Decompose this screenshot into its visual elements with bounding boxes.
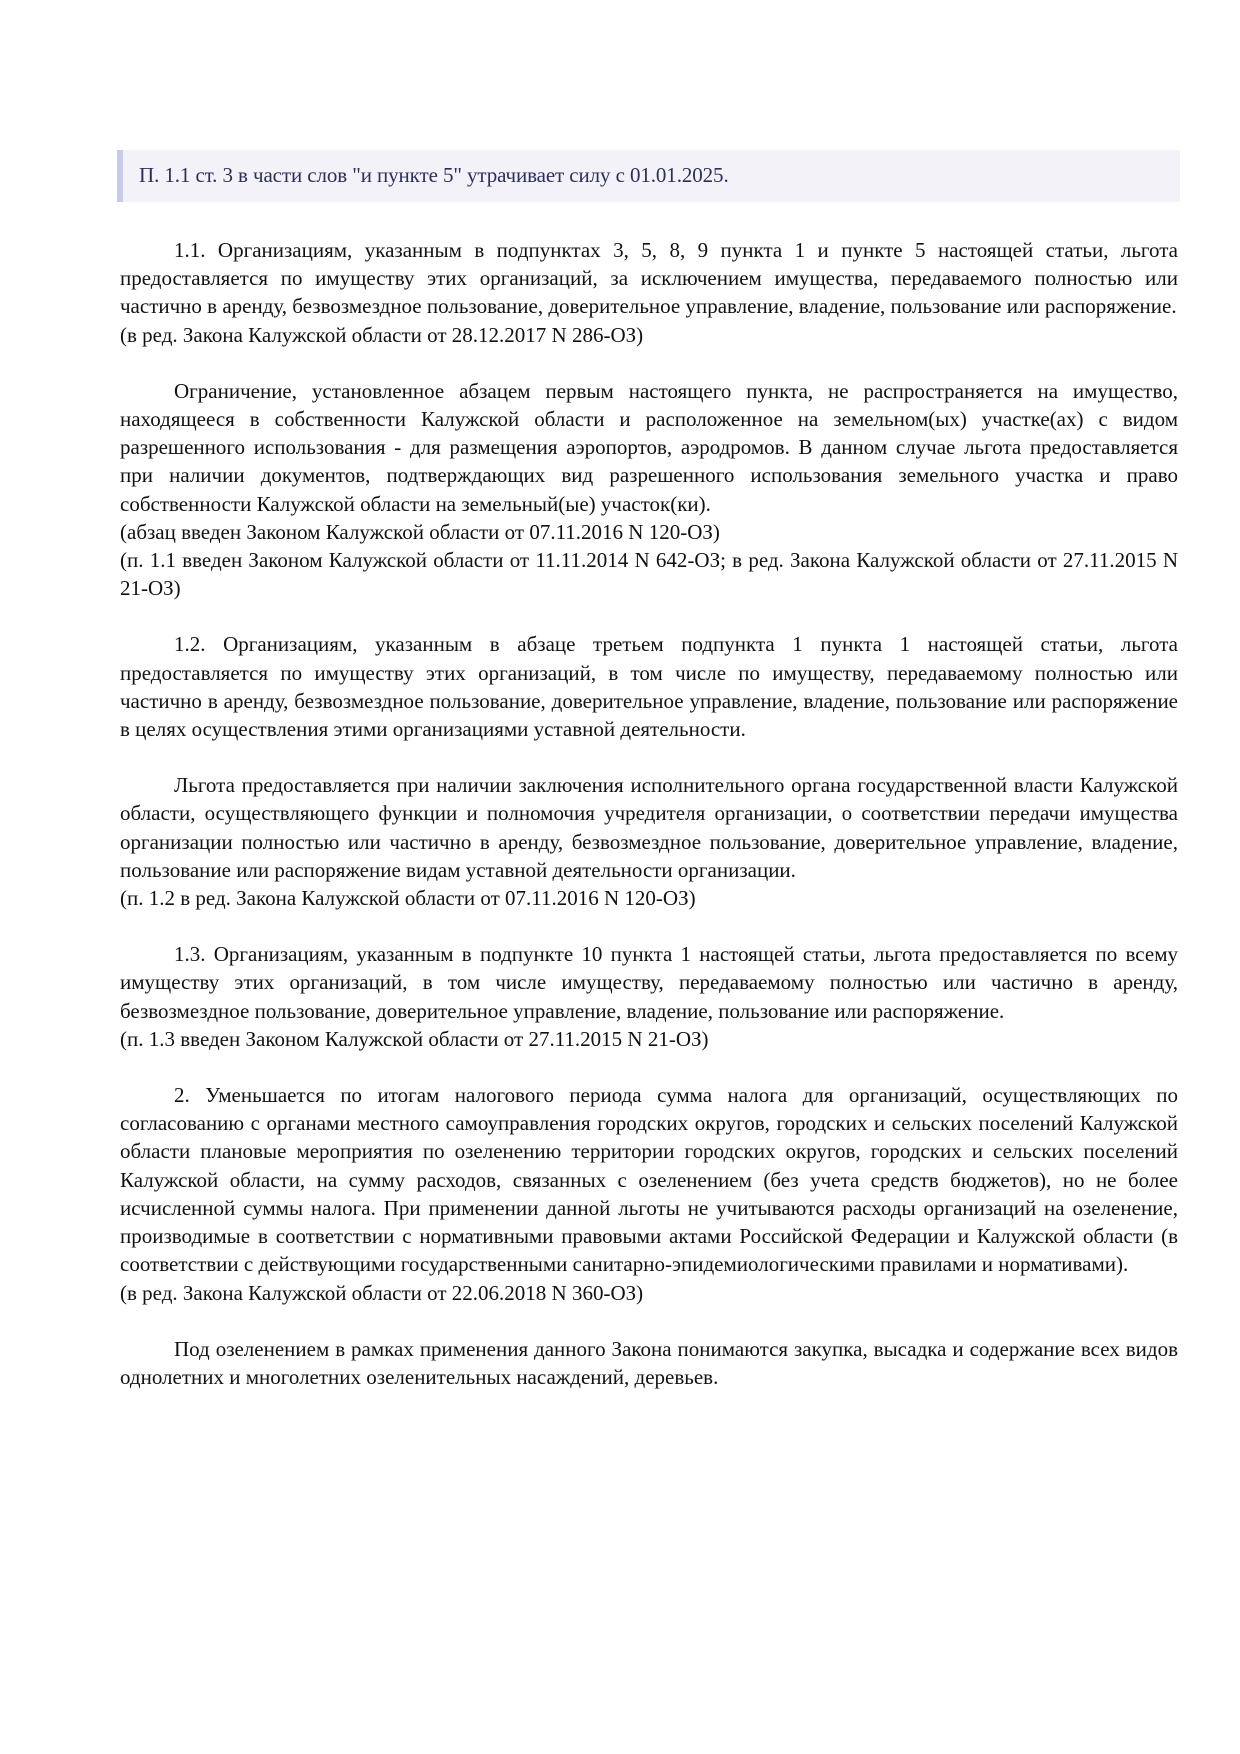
paragraph-2: 2. Уменьшается по итогам налогового периода сумма налога для организаций, осуществляющих по согласованию с органами местного самоуправления городских округов, городских и сельских поселений Калужской области плановые мероприятия по озеленению территории городских округов, городских и сельских поселений Калужской области, на сумму расходов, связанных с озеленением (без учета средств бюджетов), но не более исчисленной суммы налога. При применении данной льготы не учитываются расходы организаций на озеленение, производимые в соответствии с нормативными правовыми актами Российской Федерации и Калужской области (в соответствии с действующими государственными санитарно-эпидемиологическими правилами и нормативами). — [120, 1083, 1178, 1277]
revision-note-box — [117, 150, 1180, 202]
paragraph-2-greening-definition: Под озеленением в рамках применения данного Закона понимаются закупка, высадка и содержание всех видов однолетних и многолетних озеленительных насаждений, деревьев. — [120, 1336, 1178, 1389]
amendment-reference: (в ред. Закона Калужской области от 22.06.2018 N 360-ОЗ) — [120, 1280, 644, 1305]
amendment-reference: (п. 1.3 введен Законом Калужской области от 27.11.2015 N 21-ОЗ) — [120, 1026, 709, 1051]
paragraph-spacer — [120, 743, 1178, 771]
block-2 — [120, 1081, 1178, 1307]
amendment-reference: (абзац введен Законом Калужской области от 07.11.2016 N 120-ОЗ) — [120, 519, 720, 544]
revision-note-text: П. 1.1 ст. 3 в части слов "и пункте 5" утрачивает силу с 01.01.2025. — [139, 163, 729, 187]
paragraph-1-1: 1.1. Организациям, указанным в подпунктах 3, 5, 8, 9 пункта 1 и пункте 5 настоящей статьи, льгота предоставляется по имуществу этих организаций, за исключением имущества, передаваемого полностью или частично в аренду, безвозмездное пользование, доверительное управление, владение, пользование или распоряжение. — [120, 238, 1178, 319]
block-1-1-exception — [120, 377, 1178, 603]
paragraph-spacer — [120, 912, 1178, 940]
paragraph-spacer — [120, 349, 1178, 377]
block-1-3 — [120, 940, 1178, 1053]
block-1-2 — [120, 630, 1178, 743]
paragraph-spacer — [120, 602, 1178, 630]
paragraph-1-2-condition: Льгота предоставляется при наличии заключения исполнительного органа государственной власти Калужской области, осуществляющего функции и полномочия учредителя организации, о соответствии передачи имущества организации полностью или частично в аренду, безвозмездное пользование, доверительное управление, владение, пользование или распоряжение видам уставной деятельности организации. — [120, 773, 1178, 882]
block-1-1 — [120, 236, 1178, 349]
block-1-2-condition — [120, 771, 1178, 912]
amendment-reference: (в ред. Закона Калужской области от 28.12.2017 N 286-ОЗ) — [120, 322, 644, 347]
amendment-reference: (п. 1.2 в ред. Закона Калужской области от 07.11.2016 N 120-ОЗ) — [120, 886, 696, 911]
paragraph-1-2: 1.2. Организациям, указанным в абзаце третьем подпункта 1 пункта 1 настоящей статьи, льгота предоставляется по имуществу этих организаций, в том числе по имуществу, передаваемому полностью или частично в аренду, безвозмездное пользование, доверительное управление, владение, пользование или распоряжение в целях осуществления этими организациями уставной деятельности. — [120, 632, 1178, 742]
paragraph-spacer — [120, 1053, 1178, 1081]
paragraph-spacer — [120, 1307, 1178, 1335]
amendment-reference: (п. 1.1 введен Законом Калужской области от 11.11.2014 N 642-ОЗ; в ред. Закона Калужской области от 27.11.2015 N 21-ОЗ) — [120, 548, 1178, 601]
document-body — [120, 236, 1178, 1391]
paragraph-1-3: 1.3. Организациям, указанным в подпункте 10 пункта 1 настоящей статьи, льгота предоставляется по всему имуществу этих организаций, в том числе имуществу, передаваемому полностью или частично в аренду, безвозмездное пользование, доверительное управление, владение, пользование или распоряжение. — [120, 942, 1178, 1023]
block-2-greening-definition — [120, 1335, 1178, 1391]
paragraph-1-1-exception: Ограничение, установленное абзацем первым настоящего пункта, не распространяется на имущество, находящееся в собственности Калужской области и расположенное на земельном(ых) участке(ах) с видом разрешенного использования - для размещения аэропортов, аэродромов. В данном случае льгота предоставляется при наличии документов, подтверждающих вид разрешенного использования земельного участка и право собственности Калужской области на земельный(ые) участок(ки). — [120, 378, 1178, 516]
